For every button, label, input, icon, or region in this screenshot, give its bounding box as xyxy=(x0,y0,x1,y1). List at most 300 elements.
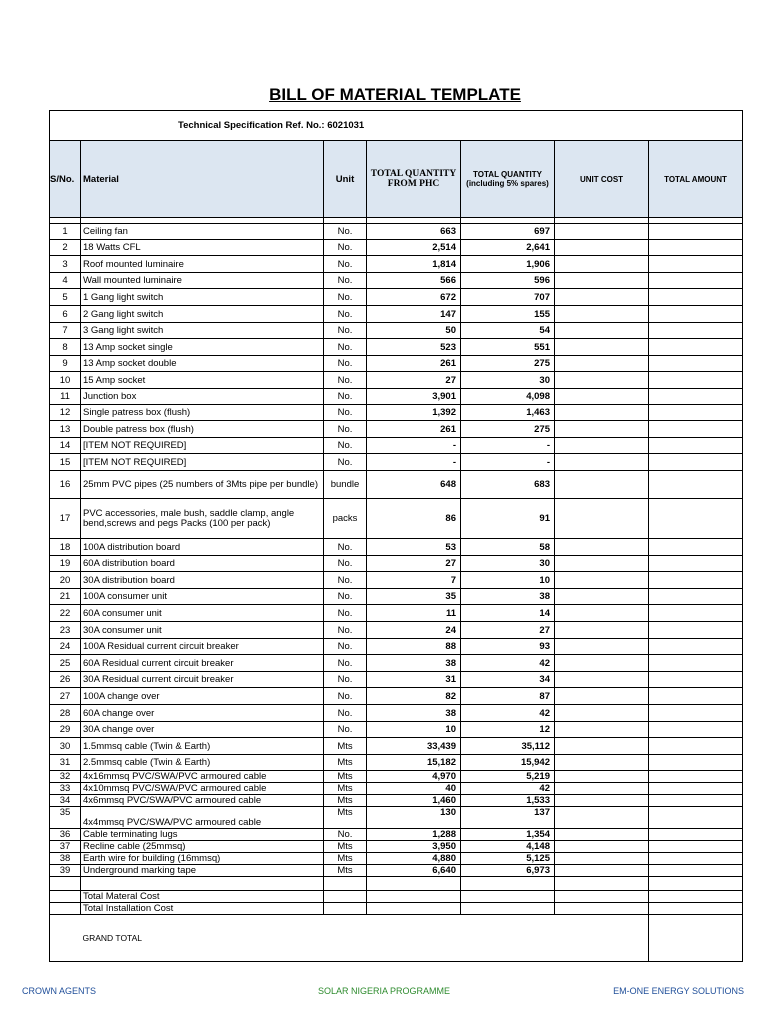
total-material-cost-row-label: Total Materal Cost xyxy=(81,891,324,903)
table-row xyxy=(50,783,743,795)
row-sn: 29 xyxy=(50,722,81,738)
row-material: 30A distribution board xyxy=(81,572,324,589)
table-row xyxy=(50,722,743,738)
row-unit-cost xyxy=(555,306,649,323)
row-sn: 11 xyxy=(50,389,81,405)
row-material: 4x6mmsq PVC/SWA/PVC armoured cable xyxy=(81,795,324,807)
row-material: Junction box xyxy=(81,389,324,405)
row-material: [ITEM NOT REQUIRED] xyxy=(81,454,324,471)
row-material: 30A consumer unit xyxy=(81,622,324,639)
header-qty-spares-label: TOTAL QUANTITY xyxy=(473,170,542,179)
row-total-amount xyxy=(649,807,743,829)
table-row xyxy=(50,865,743,877)
table-row xyxy=(50,572,743,589)
row-qty: 261 xyxy=(367,356,461,372)
row-unit-cost xyxy=(555,224,649,240)
row-sn: 7 xyxy=(50,323,81,339)
row-material: 15 Amp socket xyxy=(81,372,324,389)
row-unit-cost xyxy=(555,421,649,438)
table-row xyxy=(50,853,743,865)
row-qty: - xyxy=(367,454,461,471)
row-total-amount xyxy=(649,865,743,877)
row-unit-cost xyxy=(555,471,649,499)
row-material: [ITEM NOT REQUIRED] xyxy=(81,438,324,454)
row-unit-cost xyxy=(555,372,649,389)
row-sn: 27 xyxy=(50,688,81,705)
row-sn: 39 xyxy=(50,865,81,877)
row-total-amount xyxy=(649,240,743,256)
table-row xyxy=(50,372,743,389)
row-qty: 130 xyxy=(367,807,461,829)
row-unit: No. xyxy=(324,829,367,841)
row-qty: 4,970 xyxy=(367,771,461,783)
row-total-amount xyxy=(649,655,743,672)
row-material: 30A change over xyxy=(81,722,324,738)
row-material: 2.5mmsq cable (Twin & Earth) xyxy=(81,755,324,771)
row-unit-cost xyxy=(555,865,649,877)
table-row xyxy=(50,655,743,672)
row-total-amount xyxy=(649,499,743,539)
row-unit-cost xyxy=(555,438,649,454)
row-unit-cost xyxy=(555,589,649,605)
row-qty: - xyxy=(367,438,461,454)
row-qty-spares: 34 xyxy=(461,672,555,688)
row-qty: 523 xyxy=(367,339,461,356)
row-sn: 38 xyxy=(50,853,81,865)
row-total-amount xyxy=(649,755,743,771)
row-total-amount xyxy=(649,273,743,289)
row-qty: 1,460 xyxy=(367,795,461,807)
header-qty-spares xyxy=(461,141,555,218)
row-qty-spares: 1,463 xyxy=(461,405,555,421)
row-qty: 2,514 xyxy=(367,240,461,256)
row-total-amount xyxy=(649,622,743,639)
row-material: PVC accessories, male bush, saddle clamp, angle bend,screws and pegs Packs (100 per pack) xyxy=(81,499,324,539)
spec-ref: 6021031 xyxy=(327,120,365,131)
row-sn: 37 xyxy=(50,841,81,853)
row-material: Cable terminating lugs xyxy=(81,829,324,841)
row-qty-spares: 38 xyxy=(461,589,555,605)
header-total-amount: TOTAL AMOUNT xyxy=(649,141,743,218)
row-total-amount xyxy=(649,738,743,755)
row-total-amount xyxy=(649,323,743,339)
row-unit: Mts xyxy=(324,738,367,755)
row-material: Roof mounted luminaire xyxy=(81,256,324,273)
row-sn: 35 xyxy=(50,807,81,829)
row-unit: Mts xyxy=(324,807,367,829)
spec-label: Technical Specification Ref. No.: xyxy=(178,120,325,131)
total-installation-cost-row-label: Total Installation Cost xyxy=(81,903,324,915)
row-unit: No. xyxy=(324,256,367,273)
row-unit-cost xyxy=(555,389,649,405)
row-qty-spares: 30 xyxy=(461,556,555,572)
footer-left: CROWN AGENTS xyxy=(22,986,97,996)
row-sn: 24 xyxy=(50,639,81,655)
row-sn: 13 xyxy=(50,421,81,438)
row-qty-spares: 4,098 xyxy=(461,389,555,405)
table-row xyxy=(50,256,743,273)
total-material-cost-row xyxy=(50,891,743,903)
row-unit-cost xyxy=(555,755,649,771)
table-row xyxy=(50,639,743,655)
row-qty: 88 xyxy=(367,639,461,655)
row-unit-cost xyxy=(555,853,649,865)
row-qty-spares: 35,112 xyxy=(461,738,555,755)
table-row xyxy=(50,224,743,240)
row-material: 25mm PVC pipes (25 numbers of 3Mts pipe per bundle) xyxy=(81,471,324,499)
row-unit: No. xyxy=(324,356,367,372)
table-row xyxy=(50,795,743,807)
row-material: 1 Gang light switch xyxy=(81,289,324,306)
row-qty: 15,182 xyxy=(367,755,461,771)
table-row xyxy=(50,499,743,539)
row-unit-cost xyxy=(555,738,649,755)
row-unit: No. xyxy=(324,421,367,438)
table-row xyxy=(50,339,743,356)
row-total-amount xyxy=(649,639,743,655)
table-row xyxy=(50,323,743,339)
row-qty-spares: 42 xyxy=(461,783,555,795)
row-qty-spares: 91 xyxy=(461,499,555,539)
row-material: 4x16mmsq PVC/SWA/PVC armoured cable xyxy=(81,771,324,783)
row-sn: 36 xyxy=(50,829,81,841)
row-qty-spares: 27 xyxy=(461,622,555,639)
row-unit-cost xyxy=(555,688,649,705)
row-unit-cost xyxy=(555,405,649,421)
table-row xyxy=(50,755,743,771)
row-unit-cost xyxy=(555,499,649,539)
header-qty-phc: TOTAL QUANTITY FROM PHC xyxy=(367,141,461,218)
row-qty-spares: - xyxy=(461,454,555,471)
row-sn: 17 xyxy=(50,499,81,539)
row-unit-cost xyxy=(555,323,649,339)
row-qty-spares: 14 xyxy=(461,605,555,622)
row-unit-cost xyxy=(555,556,649,572)
table-row xyxy=(50,556,743,572)
row-unit: Mts xyxy=(324,795,367,807)
row-sn: 21 xyxy=(50,589,81,605)
row-unit-cost xyxy=(555,289,649,306)
row-qty-spares: 1,906 xyxy=(461,256,555,273)
row-unit-cost xyxy=(555,256,649,273)
row-qty-spares: 596 xyxy=(461,273,555,289)
row-total-amount xyxy=(649,841,743,853)
row-qty: 50 xyxy=(367,323,461,339)
row-material: Recline cable (25mmsq) xyxy=(81,841,324,853)
row-qty-spares: 2,641 xyxy=(461,240,555,256)
row-unit: No. xyxy=(324,655,367,672)
row-unit-cost xyxy=(555,240,649,256)
row-qty: 33,439 xyxy=(367,738,461,755)
row-unit: No. xyxy=(324,405,367,421)
row-unit: No. xyxy=(324,705,367,722)
row-unit-cost xyxy=(555,829,649,841)
row-total-amount xyxy=(649,372,743,389)
row-qty-spares: - xyxy=(461,438,555,454)
row-material: 60A change over xyxy=(81,705,324,722)
row-sn: 16 xyxy=(50,471,81,499)
row-total-amount xyxy=(649,289,743,306)
row-material: 4x10mmsq PVC/SWA/PVC armoured cable xyxy=(81,783,324,795)
row-unit: No. xyxy=(324,306,367,323)
row-qty: 38 xyxy=(367,655,461,672)
footer-center: SOLAR NIGERIA PROGRAMME xyxy=(317,986,451,996)
row-unit: No. xyxy=(324,372,367,389)
row-total-amount xyxy=(649,339,743,356)
row-sn: 1 xyxy=(50,224,81,240)
page-title: BILL OF MATERIAL TEMPLATE xyxy=(269,85,521,104)
row-sn: 2 xyxy=(50,240,81,256)
row-total-amount xyxy=(649,389,743,405)
grand-total-label: GRAND TOTAL xyxy=(81,915,649,962)
header-material: Material xyxy=(81,141,324,218)
row-sn: 25 xyxy=(50,655,81,672)
row-unit-cost xyxy=(555,771,649,783)
row-sn: 31 xyxy=(50,755,81,771)
row-unit: Mts xyxy=(324,853,367,865)
row-material: Wall mounted luminaire xyxy=(81,273,324,289)
row-qty: 1,814 xyxy=(367,256,461,273)
row-unit: No. xyxy=(324,622,367,639)
header-qty-spares-note: (including 5% spares) xyxy=(466,179,549,188)
row-total-amount xyxy=(649,356,743,372)
total-installation-cost-row xyxy=(50,903,743,915)
row-unit-cost xyxy=(555,273,649,289)
row-material: 13 Amp socket single xyxy=(81,339,324,356)
row-unit-cost xyxy=(555,605,649,622)
row-qty-spares: 5,125 xyxy=(461,853,555,865)
row-qty-spares: 155 xyxy=(461,306,555,323)
row-qty: 11 xyxy=(367,605,461,622)
row-unit: Mts xyxy=(324,865,367,877)
row-material: 3 Gang light switch xyxy=(81,323,324,339)
row-qty-spares: 42 xyxy=(461,655,555,672)
row-qty-spares: 697 xyxy=(461,224,555,240)
table-row xyxy=(50,389,743,405)
row-total-amount xyxy=(649,795,743,807)
row-qty: 35 xyxy=(367,589,461,605)
row-total-amount xyxy=(649,572,743,589)
row-unit-cost xyxy=(555,841,649,853)
row-material: 100A change over xyxy=(81,688,324,705)
row-total-amount xyxy=(649,539,743,556)
row-total-amount xyxy=(649,556,743,572)
row-total-amount xyxy=(649,306,743,323)
row-unit: No. xyxy=(324,323,367,339)
row-qty-spares: 87 xyxy=(461,688,555,705)
row-qty: 663 xyxy=(367,224,461,240)
row-unit: No. xyxy=(324,556,367,572)
row-unit-cost xyxy=(555,807,649,829)
row-unit-cost xyxy=(555,795,649,807)
row-sn: 19 xyxy=(50,556,81,572)
row-material: 4x4mmsq PVC/SWA/PVC armoured cable xyxy=(81,807,324,829)
row-qty: 86 xyxy=(367,499,461,539)
table-row xyxy=(50,705,743,722)
row-sn: 30 xyxy=(50,738,81,755)
row-total-amount xyxy=(649,438,743,454)
row-unit-cost xyxy=(555,672,649,688)
table-row xyxy=(50,807,743,829)
row-sn: 22 xyxy=(50,605,81,622)
table-row xyxy=(50,454,743,471)
row-qty-spares: 6,973 xyxy=(461,865,555,877)
table-row xyxy=(50,771,743,783)
row-qty-spares: 1,354 xyxy=(461,829,555,841)
row-unit-cost xyxy=(555,639,649,655)
row-material: 2 Gang light switch xyxy=(81,306,324,323)
row-unit: No. xyxy=(324,688,367,705)
table-row xyxy=(50,688,743,705)
row-qty-spares: 4,148 xyxy=(461,841,555,853)
row-total-amount xyxy=(649,783,743,795)
bill-of-material-table xyxy=(49,110,743,962)
row-qty: 82 xyxy=(367,688,461,705)
row-total-amount xyxy=(649,471,743,499)
row-total-amount xyxy=(649,589,743,605)
row-qty: 7 xyxy=(367,572,461,589)
row-qty: 648 xyxy=(367,471,461,499)
row-qty: 38 xyxy=(367,705,461,722)
row-unit-cost xyxy=(555,339,649,356)
grand-total-row xyxy=(50,915,743,962)
row-total-amount xyxy=(649,224,743,240)
row-qty: 6,640 xyxy=(367,865,461,877)
table-row xyxy=(50,421,743,438)
row-material: 13 Amp socket double xyxy=(81,356,324,372)
row-qty: 27 xyxy=(367,372,461,389)
blank-row xyxy=(50,877,743,891)
row-unit: No. xyxy=(324,289,367,306)
row-material: 100A distribution board xyxy=(81,539,324,556)
row-sn: 10 xyxy=(50,372,81,389)
row-qty-spares: 137 xyxy=(461,807,555,829)
row-unit: No. xyxy=(324,339,367,356)
row-unit: No. xyxy=(324,722,367,738)
row-total-amount xyxy=(649,771,743,783)
row-qty-spares: 683 xyxy=(461,471,555,499)
row-qty: 3,950 xyxy=(367,841,461,853)
row-qty: 147 xyxy=(367,306,461,323)
row-qty: 4,880 xyxy=(367,853,461,865)
row-unit-cost xyxy=(555,539,649,556)
row-qty-spares: 42 xyxy=(461,705,555,722)
row-material: Earth wire for building (16mmsq) xyxy=(81,853,324,865)
row-unit: No. xyxy=(324,438,367,454)
row-material: 60A Residual current circuit breaker xyxy=(81,655,324,672)
table-row xyxy=(50,240,743,256)
row-sn: 23 xyxy=(50,622,81,639)
row-sn: 26 xyxy=(50,672,81,688)
row-unit: No. xyxy=(324,539,367,556)
row-qty: 3,901 xyxy=(367,389,461,405)
row-sn: 4 xyxy=(50,273,81,289)
row-total-amount xyxy=(649,256,743,273)
row-total-amount xyxy=(649,722,743,738)
row-sn: 14 xyxy=(50,438,81,454)
table-row xyxy=(50,672,743,688)
header-unit: Unit xyxy=(324,141,367,218)
row-sn: 3 xyxy=(50,256,81,273)
row-unit: No. xyxy=(324,389,367,405)
row-sn: 5 xyxy=(50,289,81,306)
row-unit: No. xyxy=(324,240,367,256)
row-sn: 20 xyxy=(50,572,81,589)
row-unit-cost xyxy=(555,783,649,795)
row-unit: No. xyxy=(324,224,367,240)
row-qty: 24 xyxy=(367,622,461,639)
row-unit: Mts xyxy=(324,771,367,783)
row-unit-cost xyxy=(555,572,649,589)
row-total-amount xyxy=(649,672,743,688)
row-qty: 261 xyxy=(367,421,461,438)
table-row xyxy=(50,471,743,499)
table-row xyxy=(50,405,743,421)
row-unit: No. xyxy=(324,672,367,688)
row-qty-spares: 10 xyxy=(461,572,555,589)
table-row xyxy=(50,841,743,853)
row-qty: 566 xyxy=(367,273,461,289)
row-unit-cost xyxy=(555,655,649,672)
table-row xyxy=(50,356,743,372)
row-unit: bundle xyxy=(324,471,367,499)
row-unit: No. xyxy=(324,572,367,589)
row-qty: 10 xyxy=(367,722,461,738)
row-material: 30A Residual current circuit breaker xyxy=(81,672,324,688)
row-qty-spares: 275 xyxy=(461,421,555,438)
row-qty: 40 xyxy=(367,783,461,795)
row-qty-spares: 58 xyxy=(461,539,555,556)
table-row xyxy=(50,622,743,639)
row-total-amount xyxy=(649,605,743,622)
row-sn: 28 xyxy=(50,705,81,722)
row-unit: No. xyxy=(324,454,367,471)
row-unit: packs xyxy=(324,499,367,539)
row-sn: 8 xyxy=(50,339,81,356)
row-unit-cost xyxy=(555,454,649,471)
row-sn: 34 xyxy=(50,795,81,807)
row-qty-spares: 15,942 xyxy=(461,755,555,771)
header-sn: S/No. xyxy=(50,141,81,218)
row-unit: No. xyxy=(324,273,367,289)
row-qty: 1,288 xyxy=(367,829,461,841)
table-row xyxy=(50,438,743,454)
row-total-amount xyxy=(649,421,743,438)
row-qty: 27 xyxy=(367,556,461,572)
table-row xyxy=(50,605,743,622)
table-row xyxy=(50,289,743,306)
row-material: 100A Residual current circuit breaker xyxy=(81,639,324,655)
row-unit: Mts xyxy=(324,841,367,853)
row-unit: No. xyxy=(324,589,367,605)
row-material: Ceiling fan xyxy=(81,224,324,240)
table-row xyxy=(50,589,743,605)
row-qty: 31 xyxy=(367,672,461,688)
row-material: 60A distribution board xyxy=(81,556,324,572)
row-unit: No. xyxy=(324,605,367,622)
row-qty-spares: 707 xyxy=(461,289,555,306)
row-material: 60A consumer unit xyxy=(81,605,324,622)
row-total-amount xyxy=(649,829,743,841)
row-unit-cost xyxy=(555,705,649,722)
row-qty-spares: 5,219 xyxy=(461,771,555,783)
table-row xyxy=(50,829,743,841)
row-material: Double patress box (flush) xyxy=(81,421,324,438)
row-material: 18 Watts CFL xyxy=(81,240,324,256)
row-material: Single patress box (flush) xyxy=(81,405,324,421)
row-unit-cost xyxy=(555,722,649,738)
row-qty-spares: 275 xyxy=(461,356,555,372)
